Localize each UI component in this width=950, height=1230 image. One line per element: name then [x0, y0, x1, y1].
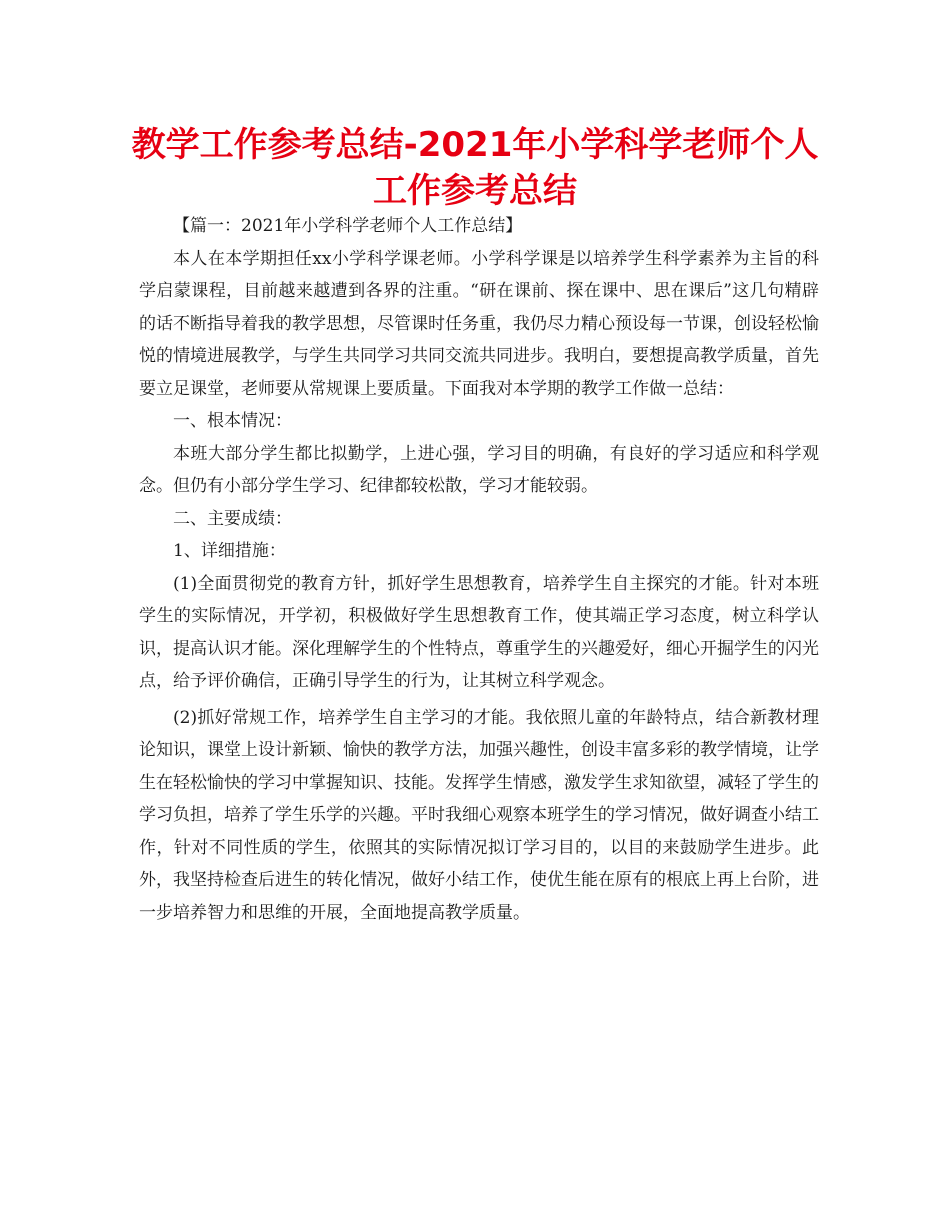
- paragraph-measure-2: (2)抓好常规工作，培养学生自主学习的才能。我依照儿童的年龄特点，结合新教材理论知识，课堂上设计新颖、愉快的教学方法，加强兴趣性，创设丰富多彩的教学情境，让学生在轻松愉快的学习中掌握知识、技能。发挥学生情感，激发学生求知欲望，减轻了学生的学习负担，培养了学生乐学的兴趣。平时我细心观察本班学生的学习情况，做好调查小结工作，针对不同性质的学生，依照其的实际情况拟订学习目的，以目的来鼓励学生进步。此外，我坚持检查后进生的转化情况，做好小结工作，使优生能在原有的根底上再上台阶，进一步培养智力和思维的开展，全面地提高教学质量。: [139, 707, 819, 923]
- heading-basic-situation: 一、根本情况：: [173, 411, 292, 431]
- paragraph-basic-situation: 本班大部分学生都比拟勤学，上进心强，学习目的明确，有良好的学习适应和科学观念。但仍有小部分学生学习、纪律都较松散，学习才能较弱。: [139, 443, 819, 496]
- paragraph-measure-1: (1)全面贯彻党的教育方针，抓好学生思想教育，培养学生自主探究的才能。针对本班学生的实际情况，开学初，积极做好学生思想教育工作，使其端正学习态度，树立科学认识，提高认识才能。深化理解学生的个性特点，尊重学生的兴趣爱好，细心开掘学生的闪光点，给予评价确信，正确引导学生的行为，让其树立科学观念。: [139, 573, 819, 691]
- paragraph-intro: 本人在本学期担任xx小学科学课老师。小学科学课是以培养学生科学素养为主旨的科学启蒙课程，目前越来越遭到各界的注重。“研在课前、探在课中、思在课后”这几句精辟的话不断指导着我的教学思想，尽管课时任务重，我仍尽力精心预设每一节课，创设轻松愉悦的情境进展教学，与学生共同学习共同交流共同进步。我明白，要想提高教学质量，首先要立足课堂，老师要从常规课上要质量。下面我对本学期的教学工作做一总结：: [139, 248, 819, 399]
- document-body: [139, 210, 819, 929]
- section-heading: 【篇一：2021年小学科学老师个人工作总结】: [173, 216, 523, 236]
- document-title: 教学工作参考总结-2021年小学科学老师个人工作参考总结: [131, 125, 819, 211]
- heading-main-achievements: 二、主要成绩：: [173, 508, 292, 529]
- heading-measures: 1、详细措施：: [173, 541, 286, 561]
